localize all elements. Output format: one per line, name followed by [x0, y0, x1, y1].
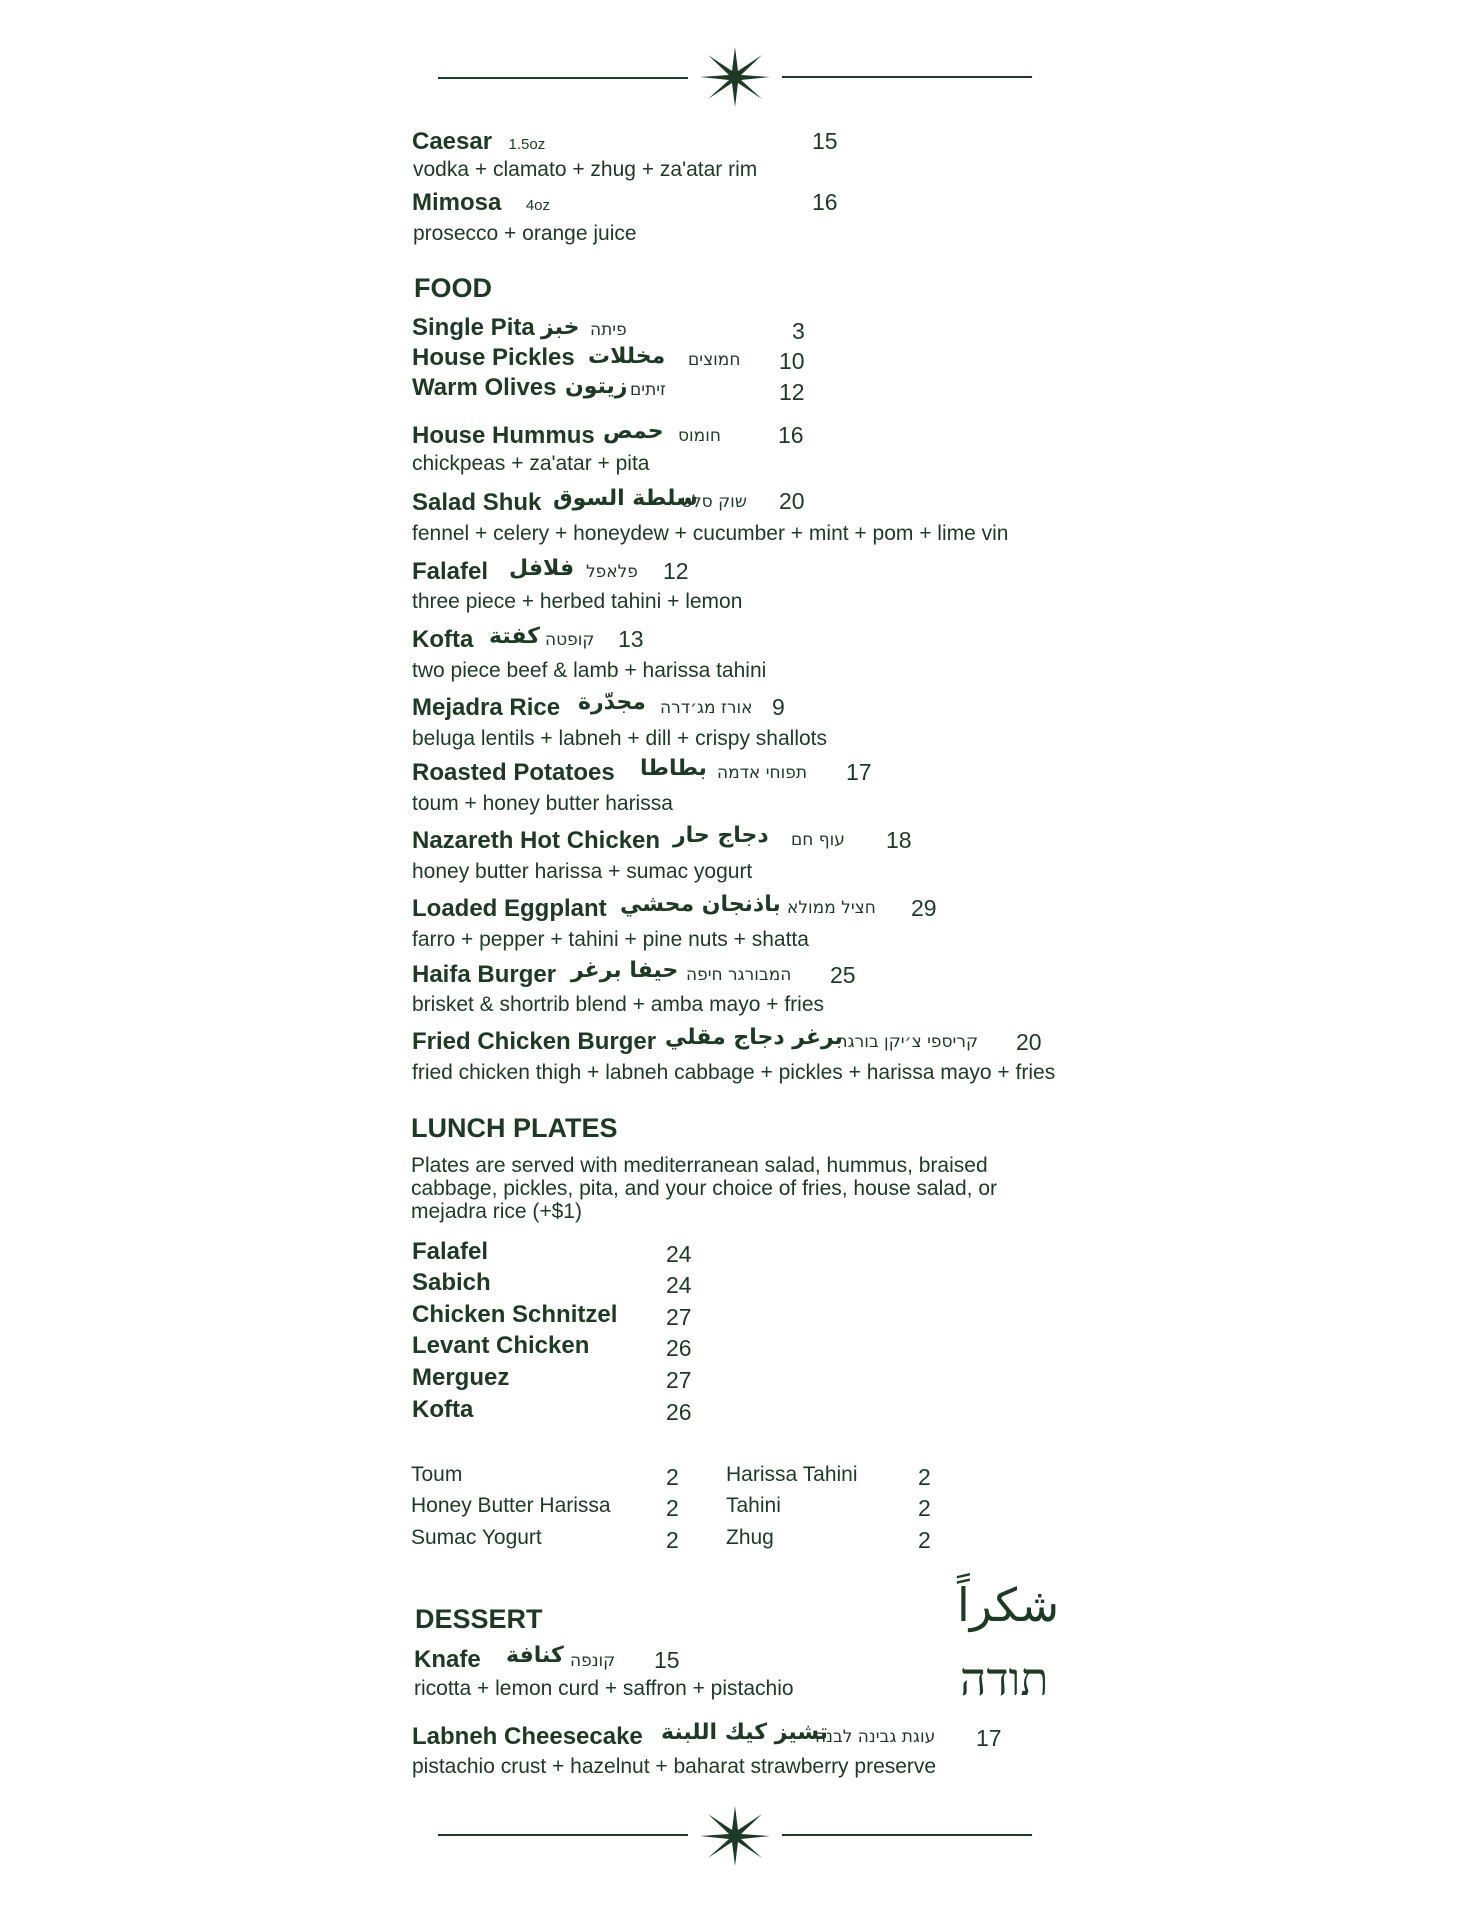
food-item-hebrew: פיתה [590, 320, 627, 340]
food-item-price: 16 [778, 422, 804, 448]
food-item-desc: brisket & shortrib blend + amba mayo + fries [412, 993, 825, 1016]
dessert-item-price: 17 [976, 1725, 1002, 1751]
drink-mimosa [412, 189, 550, 217]
food-item-hebrew: תפוחי אדמה [717, 763, 808, 783]
dessert-heading: DESSERT [415, 1604, 543, 1634]
food-item-desc: fried chicken thigh + labneh cabbage + pickles + harissa mayo + fries [412, 1061, 1056, 1084]
plate-price: 24 [666, 1241, 692, 1267]
food-item-hebrew: פלאפל [586, 562, 638, 582]
food-item-arabic: برغر دجاج مقلي [665, 1025, 843, 1050]
drink-desc: prosecco + orange juice [413, 222, 637, 245]
food-item-hebrew: עוף חם [791, 830, 845, 850]
plate-name: Merguez [412, 1364, 510, 1391]
food-item-desc: two piece beef & lamb + harissa tahini [412, 659, 767, 682]
sauce-price: 2 [918, 1495, 931, 1521]
food-item-arabic: دجاج حار [673, 823, 769, 848]
food-item-hebrew: חציל ממולא [787, 898, 876, 918]
food-item-arabic: بطاطا [640, 756, 707, 781]
top-divider-right [782, 76, 1032, 78]
plate-name: Levant Chicken [412, 1332, 590, 1359]
food-item-name: Fried Chicken Burger [412, 1028, 657, 1055]
food-item-hebrew: קריספי צ׳יקן בורגר [838, 1032, 979, 1052]
food-item-desc: farro + pepper + tahini + pine nuts + shatta [412, 928, 809, 951]
food-item-name: Falafel [412, 558, 489, 585]
food-item-arabic: مخللات [588, 344, 666, 369]
plate-price: 26 [666, 1399, 692, 1425]
food-item-hebrew: שוק סלט [681, 492, 747, 512]
dessert-item-name: Knafe [414, 1646, 481, 1673]
lunch-heading: LUNCH PLATES [411, 1113, 618, 1143]
food-item-arabic: حيفا برغر [571, 958, 679, 983]
thanks-arabic: شكراً [957, 1578, 1060, 1632]
food-item-price: 9 [772, 694, 785, 720]
sauce-name: Honey Butter Harissa [411, 1494, 611, 1517]
thanks-hebrew: תודה [960, 1652, 1049, 1706]
food-item-hebrew: המבורגר חיפה [686, 965, 792, 985]
food-item-arabic: كفتة [489, 624, 540, 649]
food-item-name: Nazareth Hot Chicken [412, 827, 661, 854]
plate-price: 24 [666, 1272, 692, 1298]
drink-size: 1.5oz [508, 136, 546, 153]
drink-desc: vodka + clamato + zhug + za'atar rim [413, 158, 758, 181]
food-item-desc: chickpeas + za'atar + pita [412, 452, 650, 475]
food-item-hebrew: אורז מג׳דרה [660, 698, 753, 718]
food-item-arabic: فلافل [509, 556, 575, 581]
food-item-name: Roasted Potatoes [412, 759, 615, 786]
dessert-item-name: Labneh Cheesecake [412, 1723, 643, 1750]
food-item-name: Kofta [412, 626, 474, 653]
dessert-item-arabic: كنافة [506, 1643, 564, 1668]
food-item-desc: toum + honey butter harissa [412, 792, 673, 815]
food-item-name: Mejadra Rice [412, 694, 561, 721]
bottom-divider-right [782, 1834, 1032, 1836]
food-item-price: 20 [1016, 1029, 1042, 1055]
plate-price: 27 [666, 1367, 692, 1393]
food-item-name: Salad Shuk [412, 489, 542, 516]
sauce-name: Sumac Yogurt [411, 1526, 542, 1549]
dessert-item-desc: pistachio crust + hazelnut + baharat strawberry preserve [412, 1755, 937, 1778]
drink-size: 4oz [525, 197, 550, 214]
food-item-arabic: مجدّرة [578, 690, 646, 715]
food-item-arabic: حمص [603, 419, 664, 444]
drink-name: Caesar [412, 128, 493, 155]
sauce-name: Toum [411, 1463, 463, 1486]
food-item-price: 12 [779, 379, 805, 405]
drink-caesar [412, 128, 545, 156]
dessert-item-hebrew: עוגת גבינה לבנה [815, 1727, 936, 1747]
sauce-name: Harissa Tahini [726, 1463, 858, 1486]
food-item-arabic: سلطة السوق [553, 486, 698, 511]
food-item-desc: three piece + herbed tahini + lemon [412, 590, 743, 613]
top-divider-left [438, 77, 688, 79]
food-item-name: Loaded Eggplant [412, 895, 607, 922]
food-heading: FOOD [414, 273, 492, 303]
food-item-desc: beluga lentils + labneh + dill + crispy shallots [412, 727, 827, 750]
food-item-hebrew: זיתים [630, 380, 666, 400]
food-item-price: 20 [779, 488, 805, 514]
sauce-price: 2 [666, 1527, 679, 1553]
food-item-hebrew: קופטה [545, 630, 595, 650]
food-item-price: 3 [792, 318, 805, 344]
dessert-item-hebrew: קונפה [570, 1651, 616, 1671]
sauce-price: 2 [666, 1464, 679, 1490]
sauce-price: 2 [666, 1495, 679, 1521]
food-item-price: 17 [846, 759, 872, 785]
food-item-desc: fennel + celery + honeydew + cucumber + mint + pom + lime vin [412, 522, 1009, 545]
star-ornament-bottom-icon [700, 1806, 770, 1866]
food-item-name: Haifa Burger [412, 961, 557, 988]
food-item-price: 25 [830, 962, 856, 988]
food-item-hebrew: חמוצים [688, 350, 741, 370]
dessert-item-desc: ricotta + lemon curd + saffron + pistachio [414, 1677, 794, 1700]
sauce-name: Zhug [726, 1526, 774, 1549]
drink-price: 16 [812, 189, 838, 215]
sauce-name: Tahini [726, 1494, 781, 1517]
plate-price: 26 [666, 1335, 692, 1361]
food-item-price: 18 [886, 827, 912, 853]
food-item-arabic: زيتون [565, 374, 628, 399]
plate-name: Sabich [412, 1269, 491, 1296]
food-item-price: 10 [779, 348, 805, 374]
plate-name: Chicken Schnitzel [412, 1301, 618, 1328]
drink-name: Mimosa [412, 189, 502, 216]
food-item-name: Single Pita [412, 314, 535, 341]
star-ornament-top-icon [700, 47, 770, 107]
sauce-price: 2 [918, 1464, 931, 1490]
plate-name: Falafel [412, 1238, 489, 1265]
food-item-arabic: خبز [541, 315, 580, 340]
food-item-desc: honey butter harissa + sumac yogurt [412, 860, 753, 883]
food-item-name: Warm Olives [412, 374, 557, 401]
food-item-price: 13 [618, 626, 644, 652]
dessert-item-price: 15 [654, 1647, 680, 1673]
food-item-price: 12 [663, 558, 689, 584]
lunch-note: Plates are served with mediterranean salad, hummus, braised cabbage, pickles, pita, and your choice of fries, house salad, or mejadra rice (+$1) [411, 1154, 998, 1223]
sauce-price: 2 [918, 1527, 931, 1553]
food-item-price: 29 [911, 895, 937, 921]
plate-price: 27 [666, 1304, 692, 1330]
food-item-name: House Pickles [412, 344, 575, 371]
plate-name: Kofta [412, 1396, 474, 1423]
bottom-divider-left [438, 1834, 688, 1836]
dessert-item-arabic: تشيز كيك اللبنة [661, 1720, 828, 1745]
food-item-hebrew: חומוס [678, 426, 721, 446]
food-item-name: House Hummus [412, 422, 595, 449]
drink-price: 15 [812, 128, 838, 154]
food-item-arabic: باذنجان محشي [620, 892, 781, 917]
